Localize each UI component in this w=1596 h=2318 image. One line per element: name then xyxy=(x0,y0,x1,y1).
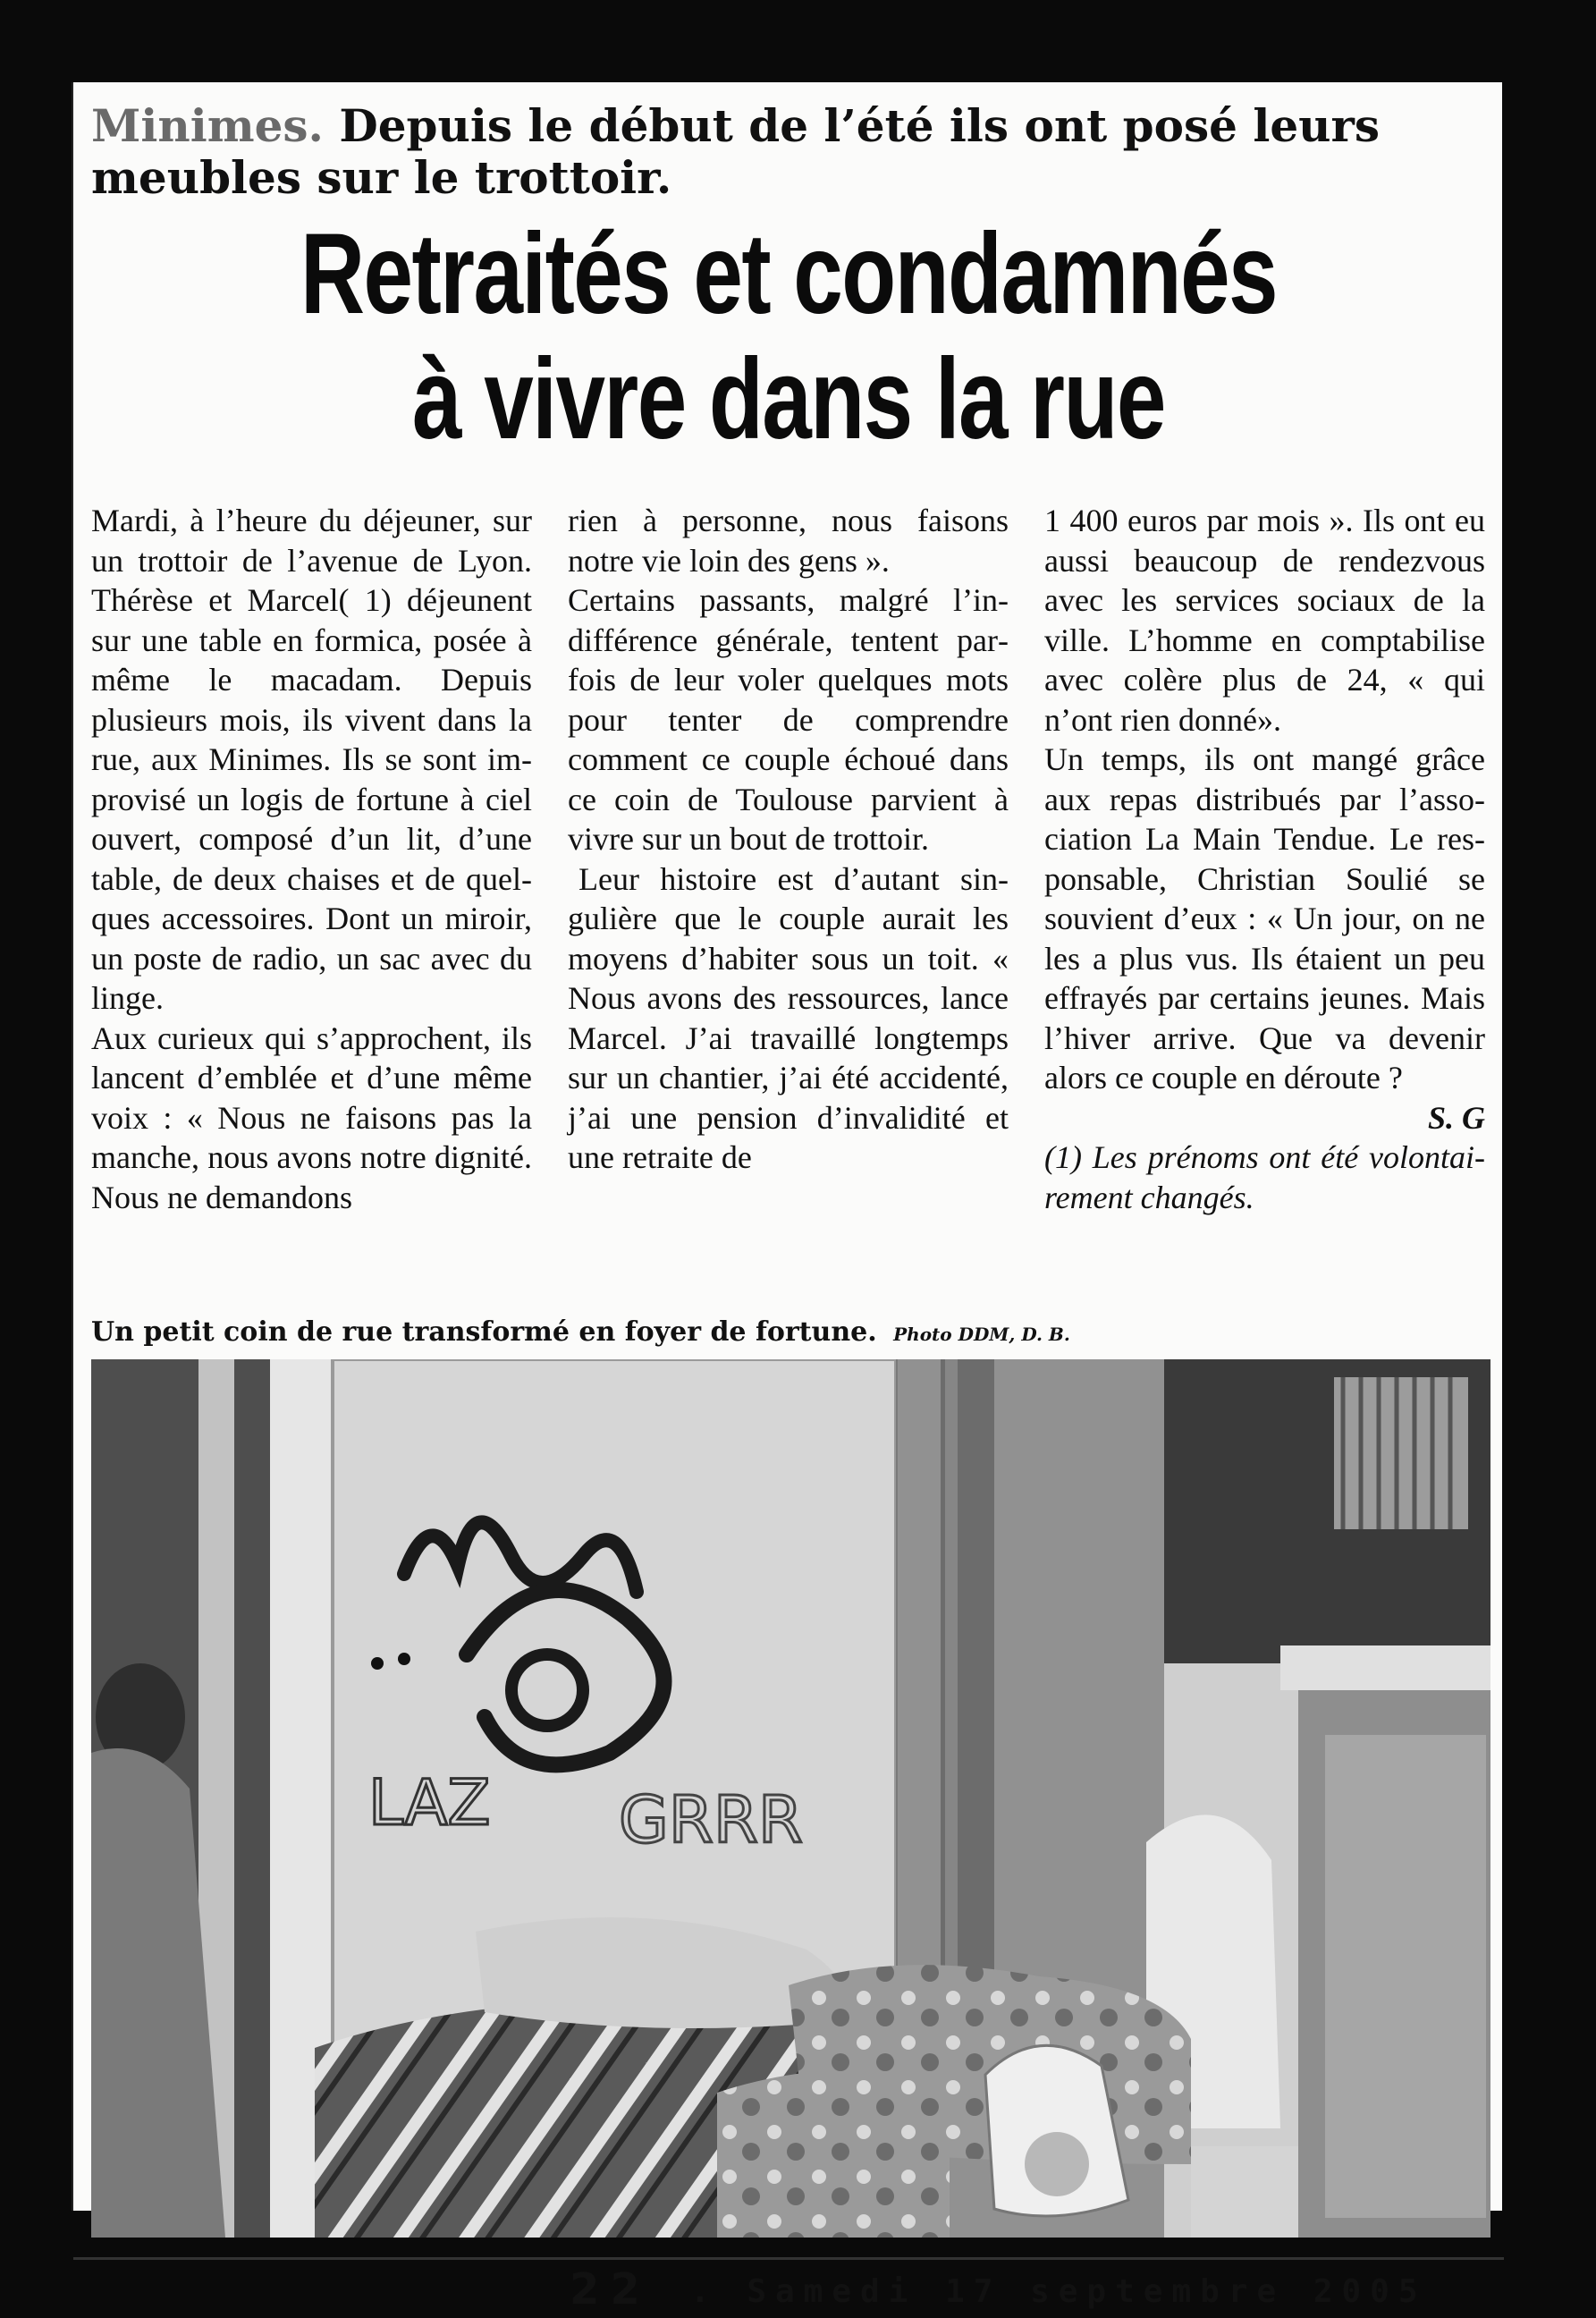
page-footer xyxy=(73,2264,1504,2318)
footer-rule xyxy=(73,2257,1504,2260)
caption-text: Un petit coin de rue transformé en foyer de fortune. xyxy=(91,1316,877,1348)
author-signature: S. G xyxy=(1427,1099,1485,1136)
headline-line-1: Retraités et condamnés xyxy=(300,210,1278,338)
newspaper-clipping xyxy=(72,82,1502,2314)
graffiti-tag: LAZ xyxy=(368,1766,491,1840)
headline-line-2: à vivre dans la rue xyxy=(412,335,1165,463)
footnote: (1) Les prénoms ont été volontairement changés. xyxy=(1044,1139,1485,1215)
headline xyxy=(231,212,1347,462)
paragraph: Aux curieux qui s’approchent, ils lancent d’emblée et d’une même voix : « Nous ne faisons pas la manche, nous avons notre dignité. Nous ne demandons xyxy=(91,1019,532,1215)
paragraph: rien à personne, nous faisons notre vie loin des gens ». xyxy=(568,503,1009,579)
photo-caption xyxy=(91,1315,1486,1352)
paragraph: Leur histoire est d’autant singulière que le couple aurait les moyens d’habiter sous un toit. « Nous avons des ressources, lance Marcel. J’ai travaillé longtemps sur un chantier, j’ai été accidenté, j’ai une pension d’invalidité et une retraite de xyxy=(568,860,1009,1175)
paragraph: Certains passants, malgré l’indifférence générale, tentent parfois de leur voler quelques mots pour tenter de comprendre comment ce couple échoué dans ce coin de Toulouse parvient à vivre sur un bout de trottoir. xyxy=(568,582,1009,857)
kicker-text: Depuis le début de l’été ils ont posé leurs meubles sur le trottoir. xyxy=(91,99,1381,204)
graffiti-tag: GRRR xyxy=(619,1782,803,1857)
issue-date: . Samedi 17 septembre 2005 xyxy=(690,2273,1427,2310)
paragraph: 1 400 euros par mois ». Ils ont eu aussi beaucoup de rendezvous avec les services sociaux de la ville. L’homme en comptabilise avec colère plus de 24, « qui n’ont rien donné». xyxy=(1044,503,1485,738)
section-label: Minimes. xyxy=(91,99,324,152)
article-column-2 xyxy=(568,501,1009,1306)
page-number: 22 xyxy=(570,2264,651,2314)
article-column-3 xyxy=(1044,501,1485,1306)
kicker xyxy=(91,100,1486,204)
photo-illustration xyxy=(91,1359,1490,2238)
article-body xyxy=(91,501,1486,1306)
street-photo xyxy=(91,1359,1490,2238)
paragraph: Un temps, ils ont mangé grâce aux repas distribués par l’association La Main Tendue. Le responsable, Christian Soulié se souvient d’eux : « Un jour, on ne les a plus vus. Ils étaient un peu effrayés par certains jeunes. Mais l’hiver arrive. Que va devenir alors ce couple en déroute ? xyxy=(1044,741,1485,1096)
photo-credit: Photo DDM, D. B. xyxy=(893,1324,1070,1345)
article-column-1 xyxy=(91,501,532,1306)
paragraph: Mardi, à l’heure du déjeuner, sur un trottoir de l’avenue de Lyon. Thérèse et Marcel( 1) déjeunent sur une table en formica, posée à même le macadam. Depuis plusieurs mois, ils vivent dans la rue, aux Minimes. Ils se sont improvisé un logis de fortune à ciel ouvert, composé d’un lit, d’une table, de deux chaises et de quelques accessoires. Dont un miroir, un poste de radio, un sac avec du linge. xyxy=(91,503,532,1016)
